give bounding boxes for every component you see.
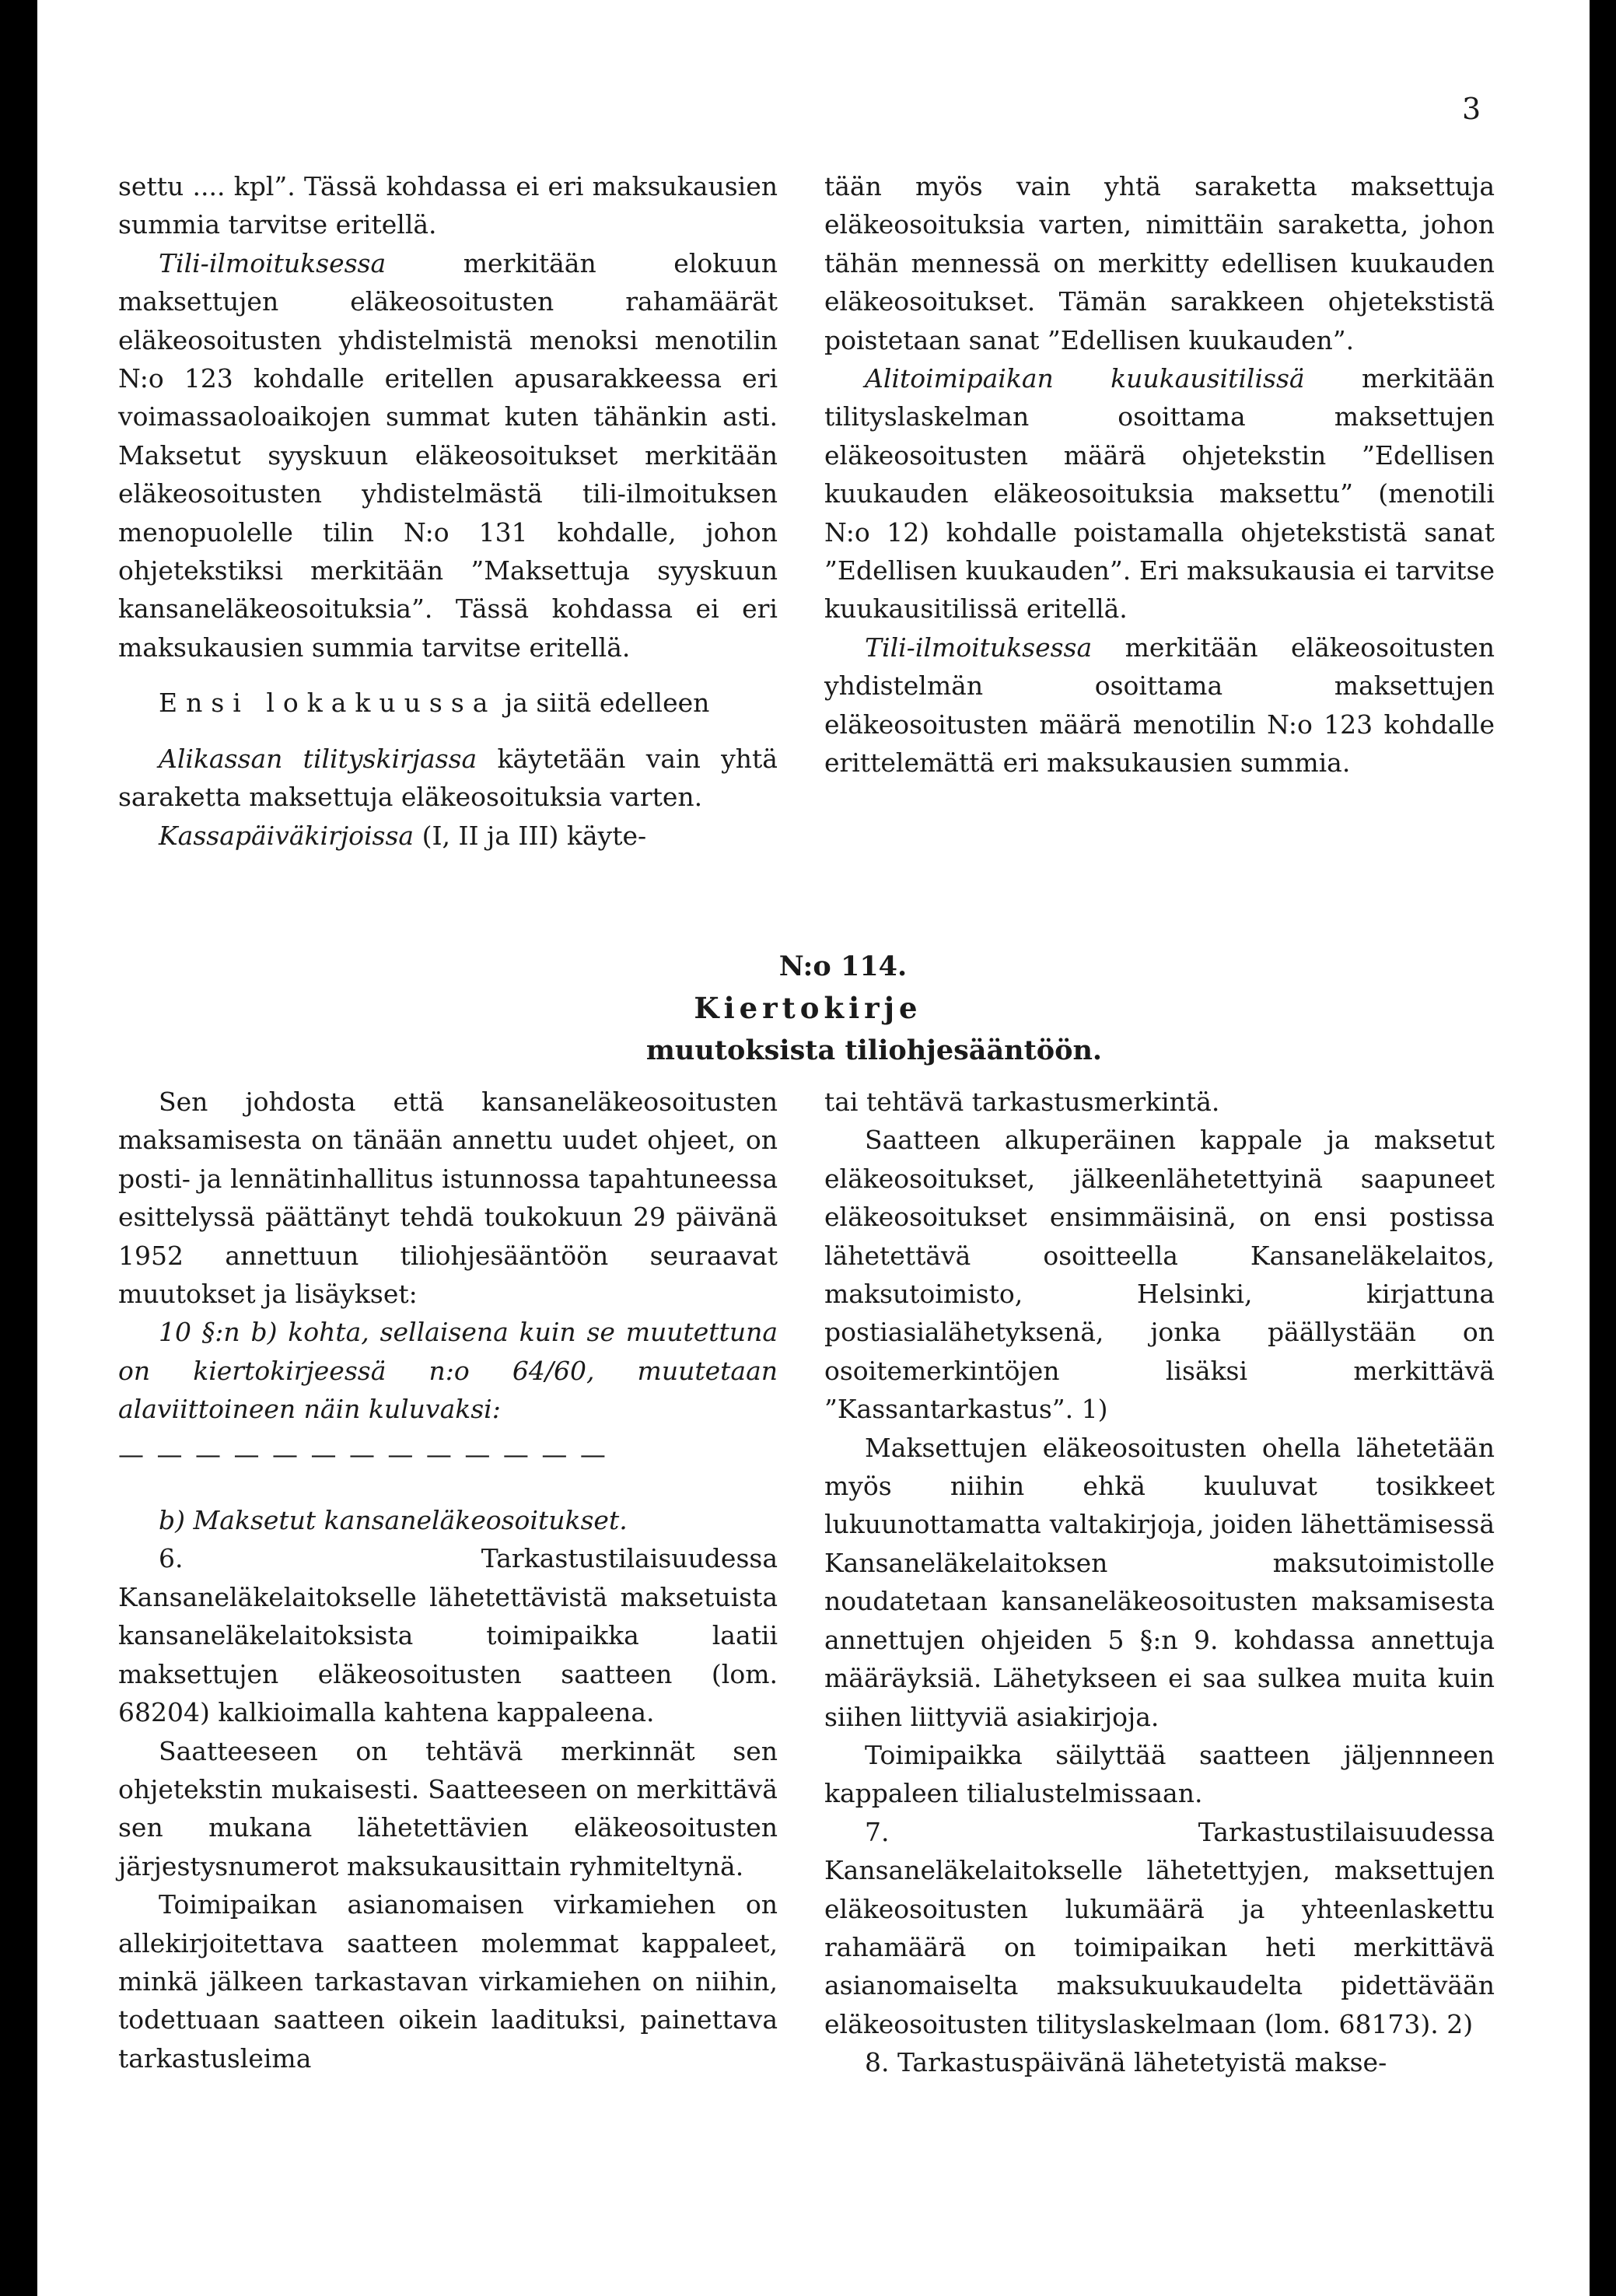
page-number: 3: [1462, 92, 1481, 126]
paragraph: tään myös vain yhtä saraketta maksettuja eläkeosoituksia varten, nimittäin saraketta, johon tähän mennessä on merkitty edellisen kuukauden eläkeosoitukset. Tämän sarakkeen ohjetekstistä poistetaan sanat ”Edellisen kuukauden”.: [824, 171, 1495, 355]
paragraph: [118, 684, 778, 722]
paragraph-text: (I, II ja III) käyte-: [414, 820, 647, 851]
paragraph-text: Saatteen alkuperäinen kappale ja maksetut eläkeosoitukset, jälkeenlähetettyinä saapuneet eläkeosoitukset ensimmäisinä, on ensi postissa lähetettävä osoitteella Kansaneläkelaitos, maksutoimisto, Helsinki, kirjattuna postiasialähetyksenä, jonka päällystään on osoitemerkintöjen lisäksi merkittävä ”Kassantarkastus”.: [824, 1125, 1495, 1425]
scan-edge-left: [0, 0, 37, 2296]
paragraph-text: merkitään tilityslaskelman osoittama maksettujen eläkeosoitusten määrä ohjetekstin ”Edellisen kuukauden eläkeosoituksia maksettu” (menotili N:o 12) kohdalle poistamalla ohjetekstistä sanat ”Edellisen kuukauden”. Eri maksukausia ei tarvitse kuukausitilissä eritellä.: [824, 363, 1495, 625]
italic-lead: Alitoimipaikan kuukausitilissä: [865, 363, 1305, 394]
section-heading: b) Maksetut kansaneläkeosoitukset.: [159, 1505, 628, 1536]
paragraph-text: merkitään eläkeosoitusten yhdistelmän osoittama maksettujen eläkeosoitusten määrä menotilin N:o 123 kohdalle erittelemättä eri maksukausien summia.: [824, 632, 1495, 779]
paragraph-text: 7. Tarkastustilaisuudessa Kansaneläkelaitokselle lähetettyjen, maksettujen eläkeosoitusten lukumäärä ja yhteenlaskettu rahamäärä on toimipaikan heti merkittävä asianomaiselta maksukuukaudelta pidettävään eläkeosoitusten tilityslaskelmaan (lom. 68173).: [824, 1816, 1495, 2039]
top-right-column: [824, 167, 1495, 782]
paragraph: [824, 1121, 1495, 1428]
omission-dashes: — — — — — — — — — — — — —: [118, 1438, 608, 1469]
footnote-ref: 1): [1081, 1394, 1108, 1425]
paragraph: tai tehtävä tarkastusmerkintä.: [824, 1087, 1220, 1117]
circular-subtitle: muutoksista tiliohjesääntöön.: [645, 1034, 1103, 1066]
paragraph: Maksettujen eläkeosoitusten ohella lähetetään myös niihin ehkä kuuluvat tosikkeet lukuunottamatta valtakirjoja, joiden lähettämisessä Kansaneläkelaitoksen maksutoimistolle noudatetaan kansaneläkeosoitusten maksamisesta annettujen ohjeiden 5 §:n 9. kohdassa annettuja määräyksiä. Lähetykseen ei saa sulkea muita kuin siihen liittyviä asiakirjoja.: [824, 1432, 1495, 1732]
paragraph: Sen johdosta että kansaneläkeosoitusten maksamisesta on tänään annettu uudet ohjeet, on posti- ja lennätinhallitus istunnossa tapahtuneessa esittelyssä päättänyt tehdä toukokuun 29 päivänä 1952 annettuun tiliohjesääntöön seuraavat muutokset ja lisäykset:: [118, 1087, 778, 1310]
scan-edge-right: [1590, 0, 1616, 2296]
paragraph: [118, 740, 778, 817]
bottom-right-column: [824, 1083, 1495, 2082]
bottom-left-column: [118, 1083, 778, 2077]
paragraph: [824, 359, 1495, 628]
circular-title: Kiertokirje: [694, 991, 922, 1025]
italic-lead: Kassapäiväkirjoissa: [159, 820, 414, 851]
paragraph: Toimipaikan asianomaisen virkamiehen on allekirjoitettava saatteen molemmat kappaleet, minkä jälkeen tarkastavan virkamiehen on niihin, todettuaan saatteen oikein laadituksi, painettava tarkastusleima: [118, 1889, 778, 2074]
paragraph: Saatteeseen on tehtävä merkinnät sen ohjetekstin mukaisesti. Saatteeseen on merkittävä sen mukana lähetettävien eläkeosoitusten järjestysnumerot maksukausittain ryhmiteltynä.: [118, 1735, 778, 1881]
paragraph-text: käytetään vain yhtä saraketta maksettuja eläkeosoituksia varten.: [118, 743, 778, 813]
italic-lead: Alikassan tilityskirjassa: [159, 743, 477, 774]
paragraph: [824, 1813, 1495, 2043]
top-left-column: [118, 167, 778, 855]
italic-lead: Tili-ilmoituksessa: [865, 632, 1093, 663]
paragraph: [824, 628, 1495, 782]
paragraph: 10 §:n b) kohta, sellaisena kuin se muutettuna on kiertokirjeessä n:o 64/60, muutetaan alaviittoineen näin kuluvaksi:: [118, 1317, 778, 1425]
paragraph: [118, 817, 778, 855]
paragraph: [118, 244, 778, 667]
paragraph-text: merkitään elokuun maksettujen eläkeosoitusten rahamäärät eläkeosoitusten yhdistelmistä menoksi menotilin N:o 123 kohdalle eritellen apusarakkeessa eri voimassaoloaikojen summat kuten tähänkin asti. Maksetut syyskuun eläkeosoitukset merkitään eläkeosoitusten yhdistelmästä tili-ilmoituksen menopuolelle tilin N:o 131 kohdalle, johon ohjetekstiksi merkitään ”Maksettuja syyskuun kansaneläkeosoituksia”. Tässä kohdassa ei eri maksukausien summia tarvitse eritellä.: [118, 247, 778, 663]
italic-lead: Tili-ilmoituksessa: [159, 247, 387, 278]
paragraph-text: ja siitä edelleen: [496, 688, 710, 719]
paragraph: 8. Tarkastuspäivänä lähetetyistä makse-: [865, 2047, 1387, 2078]
footnote-ref: 2): [1446, 2008, 1474, 2039]
circular-number: N:o 114.: [778, 950, 908, 982]
paragraph: Toimipaikka säilyttää saatteen jäljennneen kappaleen tilialustelmissaan.: [824, 1739, 1495, 1809]
paragraph: settu .... kpl”. Tässä kohdassa ei eri maksukausien summia tarvitse eritellä.: [118, 171, 778, 240]
spaced-lead: Ensi lokakuussa: [159, 688, 497, 719]
paragraph: 6. Tarkastustilaisuudessa Kansaneläkelaitokselle lähetettävistä maksetuista kansaneläkelaitoksista toimipaikka laatii maksettujen eläkeosoitusten saatteen (lom. 68204) kalkioimalla kahtena kappaleena.: [118, 1543, 778, 1728]
